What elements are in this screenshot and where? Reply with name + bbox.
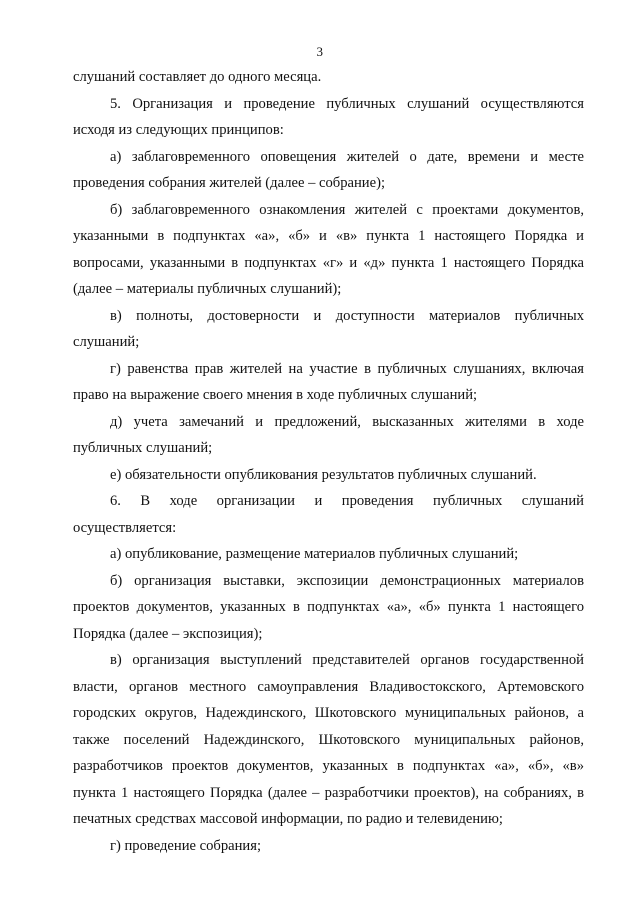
text-line: а) заблаговременного оповещения жителей о дате, времени и месте <box>110 148 584 165</box>
text-line: вопросами, указанными в подпунктах «г» и «д» пункта 1 настоящего Порядка <box>73 254 584 271</box>
text-line: проектов документов, указанных в подпунктах «а», «б» пункта 1 настоящего <box>73 599 584 615</box>
text-line: также поселений Надеждинского, Шкотовского муниципальных районов, <box>73 731 584 748</box>
text-line: в) организация выступлений представителей органов государственной <box>110 652 584 668</box>
text-line: слушаний; <box>73 334 140 350</box>
document-body <box>73 64 584 859</box>
text-line: слушаний составляет до одного месяца. <box>73 69 322 85</box>
text-line: 6. В ходе организации и проведения публичных слушаний <box>110 493 584 509</box>
text-line: право на выражение своего мнения в ходе публичных слушаний; <box>73 387 478 403</box>
text-line: осуществляется: <box>73 519 177 536</box>
text-line: Порядка (далее – экспозиция); <box>73 625 263 642</box>
text-line: власти, органов местного самоуправления Владивостокского, Артемовского <box>73 678 584 695</box>
page-number: 3 <box>316 44 324 59</box>
text-line: публичных слушаний; <box>73 440 213 456</box>
text-line: печатных средствах массовой информации, по радио и телевидению; <box>73 811 503 827</box>
text-line: проведения собрания жителей (далее – собрание); <box>73 175 386 191</box>
text-line: (далее – материалы публичных слушаний); <box>73 281 342 297</box>
text-line: а) опубликование, размещение материалов публичных слушаний; <box>110 546 519 562</box>
text-line: б) заблаговременного ознакомления жителей с проектами документов, <box>110 201 584 218</box>
text-line: 5. Организация и проведение публичных слушаний осуществляются <box>110 95 584 112</box>
text-line: исходя из следующих принципов: <box>73 122 284 138</box>
text-line: указанными в подпунктах «а», «б» и «в» пункта 1 настоящего Порядка и <box>73 228 584 244</box>
text-line: в) полноты, достоверности и доступности материалов публичных <box>110 307 584 324</box>
text-line: е) обязательности опубликования результатов публичных слушаний. <box>110 466 537 483</box>
text-line: г) равенства прав жителей на участие в публичных слушаниях, включая <box>110 360 584 377</box>
text-line: пункта 1 настоящего Порядка (далее – разработчики проектов), на собраниях, в <box>73 784 584 801</box>
text-line: г) проведение собрания; <box>110 837 261 854</box>
text-line: разработчиков проектов документов, указанных в подпунктах «а», «б», «в» <box>73 758 584 774</box>
text-line: б) организация выставки, экспозиции демонстрационных материалов <box>110 572 584 589</box>
text-line: городских округов, Надеждинского, Шкотовского муниципальных районов, а <box>73 705 584 721</box>
text-line: д) учета замечаний и предложений, высказанных жителями в ходе <box>110 413 584 430</box>
